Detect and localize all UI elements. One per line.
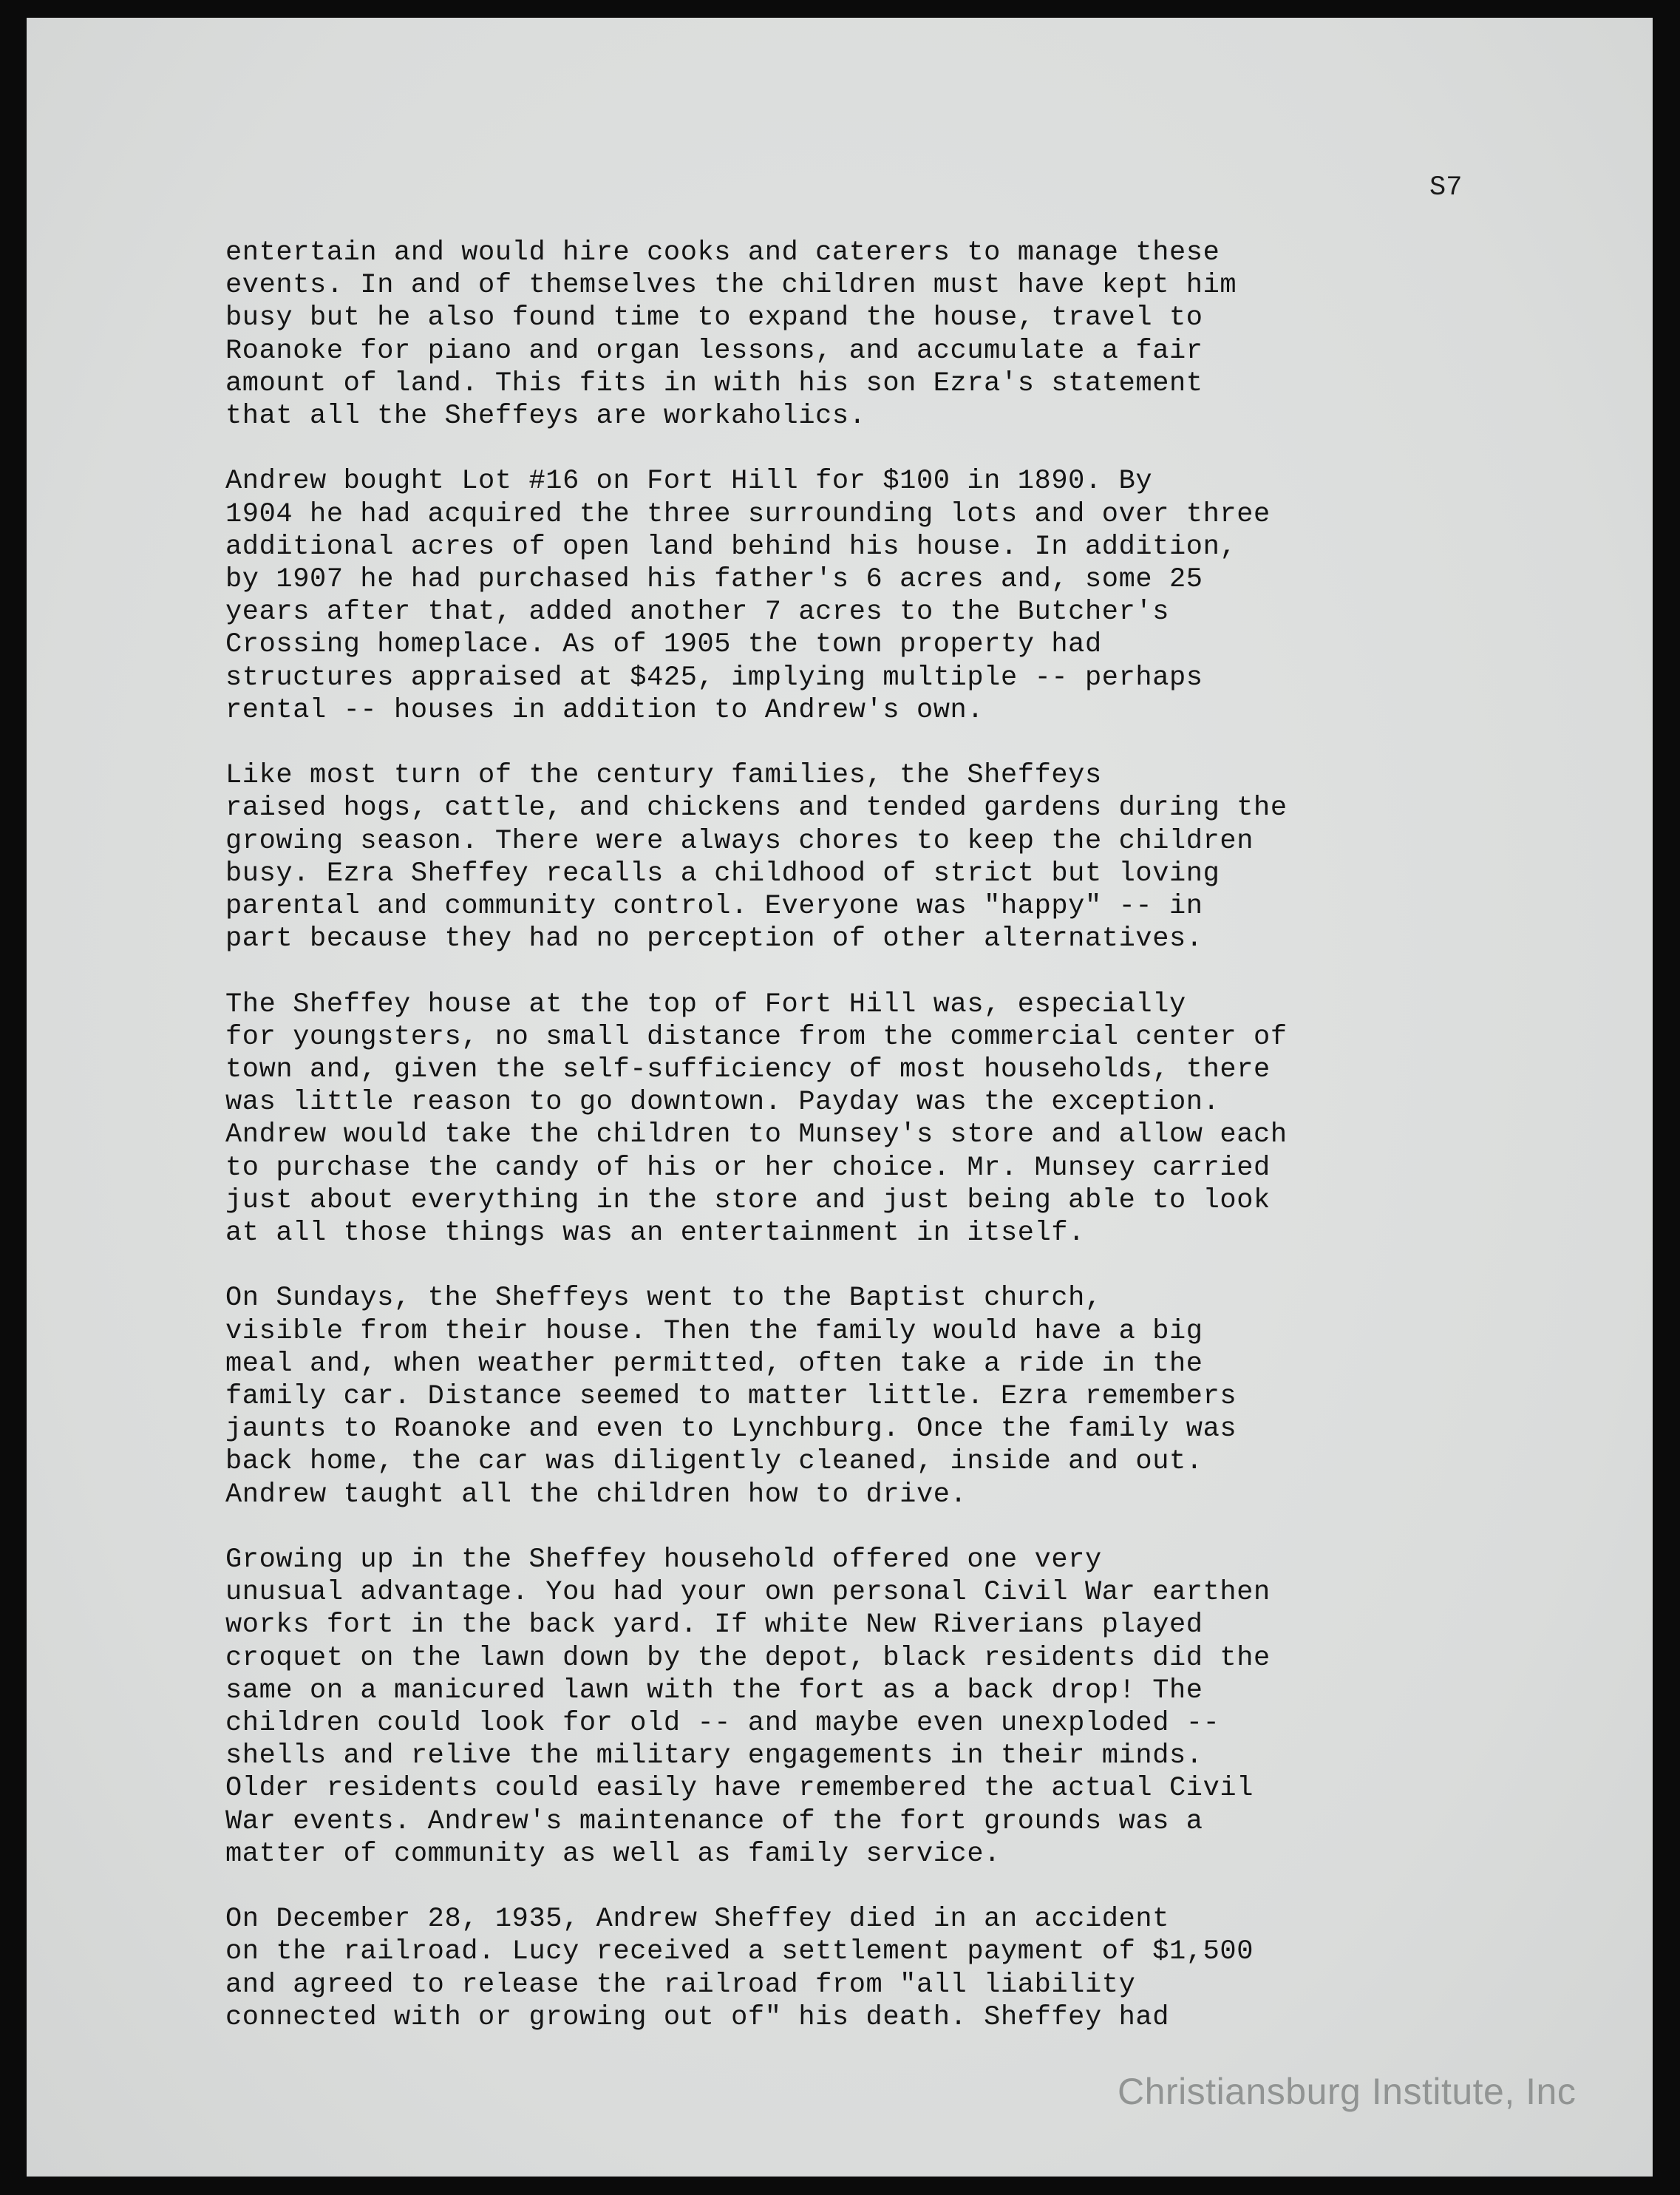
paragraph: entertain and would hire cooks and caterers to manage these events. In and of themselves the children must have kept him busy but he also found time to expand the house, travel to Roanoke for piano and organ lessons, and accumulate a fair amount of land. This fits in with his son Ezra's statement that all the Sheffeys are workaholics. bbox=[225, 237, 1237, 432]
watermark: Christiansburg Institute, Inc bbox=[1118, 2071, 1577, 2112]
paragraph: On Sundays, the Sheffeys went to the Baptist church, visible from their house. Then the family would have a big meal and, when weather permitted, often take a ride in the family car. Distance seemed to matter little. Ezra remembers jaunts to Roanoke and even to Lynchburg. Once the family was back home, the car was diligently cleaned, inside and out. Andrew taught all the children how to drive. bbox=[225, 1283, 1237, 1510]
paragraph: Growing up in the Sheffey household offered one very unusual advantage. You had your own personal Civil War earthen works fort in the back yard. If white New Riverians played croquet on the lawn down by the depot, black residents did the same on a manicured lawn with the fort as a back drop! The children could look for old -- and maybe even unexploded -- shells and relive the military engagements in their minds. Older residents could easily have remembered the actual Civil War events. Andrew's maintenance of the fort grounds was a matter of community as well as family service. bbox=[225, 1544, 1271, 1870]
paragraph: Like most turn of the century families, the Sheffeys raised hogs, cattle, and chickens and tended gardens during the growing season. There were always chores to keep the children busy. Ezra Sheffey recalls a childhood of strict but loving parental and community control. Everyone was "happy" -- in part because they had no perception of other alternatives. bbox=[225, 760, 1288, 955]
document-body bbox=[225, 237, 1497, 2034]
paragraph: On December 28, 1935, Andrew Sheffey died in an accident on the railroad. Lucy received a settlement payment of $1,500 and agreed to release the railroad from "all liability connected with or growing out of" his death. Sheffey had bbox=[225, 1904, 1254, 2033]
paragraph: The Sheffey house at the top of Fort Hill was, especially for youngsters, no small distance from the commercial center of town and, given the self-sufficiency of most households, there was little reason to go downtown. Payday was the exception. Andrew would take the children to Munsey's store and allow each to purchase the candy of his or her choice. Mr. Munsey carried just about everything in the store and just being able to look at all those things was an entertainment in itself. bbox=[225, 988, 1288, 1249]
page-number: S7 bbox=[1429, 172, 1463, 203]
paragraph: Andrew bought Lot #16 on Fort Hill for $100 in 1890. By 1904 he had acquired the three surrounding lots and over three additional acres of open land behind his house. In addition, by 1907 he had purchased his father's 6 acres and, some 25 years after that, added another 7 acres to the Butcher's Crossing homeplace. As of 1905 the town property had structures appraised at $425, implying multiple -- perhaps rental -- houses in addition to Andrew's own. bbox=[225, 466, 1271, 726]
